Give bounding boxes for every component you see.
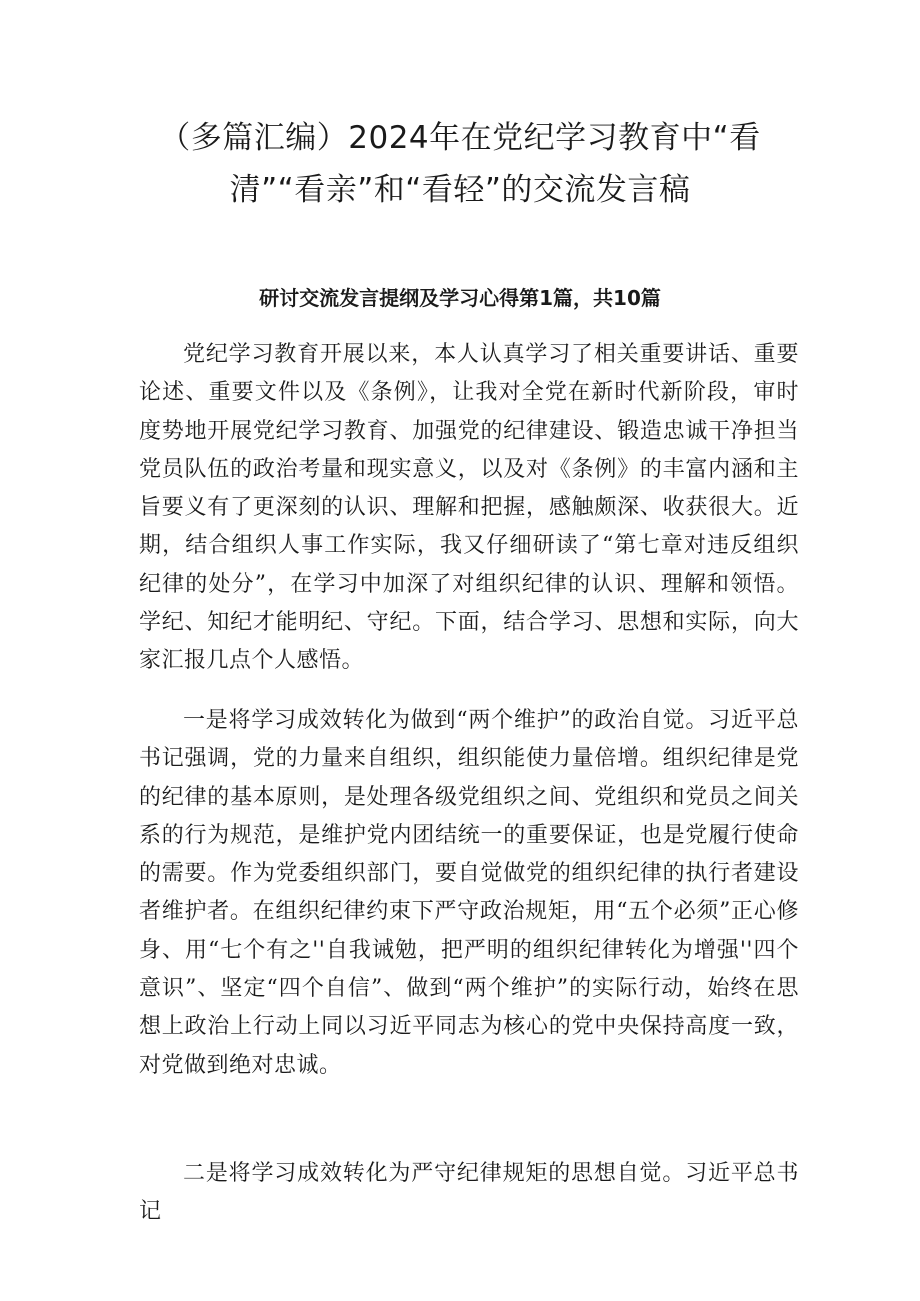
document-title: （多篇汇编）2024年在党纪学习教育中“看清”“看亲”和“看轻”的交流发言稿 (159, 120, 761, 208)
document-subtitle: 研讨交流发言提纲及学习心得第1篇，共10篇 (259, 286, 661, 310)
body-paragraph-2: 一是将学习成效转化为做到“两个维护”的政治自觉。习近平总书记强调，党的力量来自组织，组织能使力量倍增。组织纪律是党的纪律的基本原则，是处理各级党组织之间、党组织和党员之间关系的行为规范，是维护党内团结统一的重要保证，也是党履行使命的需要。作为党委组织部门，要自觉做党的组织纪律的执行者建设者维护者。在组织纪律约束下严守政治规矩，用“五个必须”正心修身、用“七个有之''自我诫勉，把严明的组织纪律转化为增强''四个意识”、坚定“四个自信”、做到“两个维护”的实际行动，始终在思想上政治上行动上同以习近平同志为核心的党中央保持高度一致，对党做到绝对忠诚。 (139, 708, 799, 1078)
body-paragraph-3: 二是将学习成效转化为严守纪律规矩的思想自觉。习近平总书记 (139, 1161, 799, 1225)
body-paragraph-1: 党纪学习教育开展以来，本人认真学习了相关重要讲话、重要论述、重要文件以及《条例》，让我对全党在新时代新阶段，审时度势地开展党纪学习教育、加强党的纪律建设、锻造忠诚干净担当党员队伍的政治考量和现实意义，以及对《条例》的丰富内涵和主旨要义有了更深刻的认识、理解和把握，感触颇深、收获很大。近期，结合组织人事工作实际，我又仔细研读了“第七章对违反组织纪律的处分”，在学习中加深了对组织纪律的认识、理解和领悟。学纪、知纪才能明纪、守纪。下面，结合学习、思想和实际，向大家汇报几点个人感悟。 (139, 342, 799, 674)
